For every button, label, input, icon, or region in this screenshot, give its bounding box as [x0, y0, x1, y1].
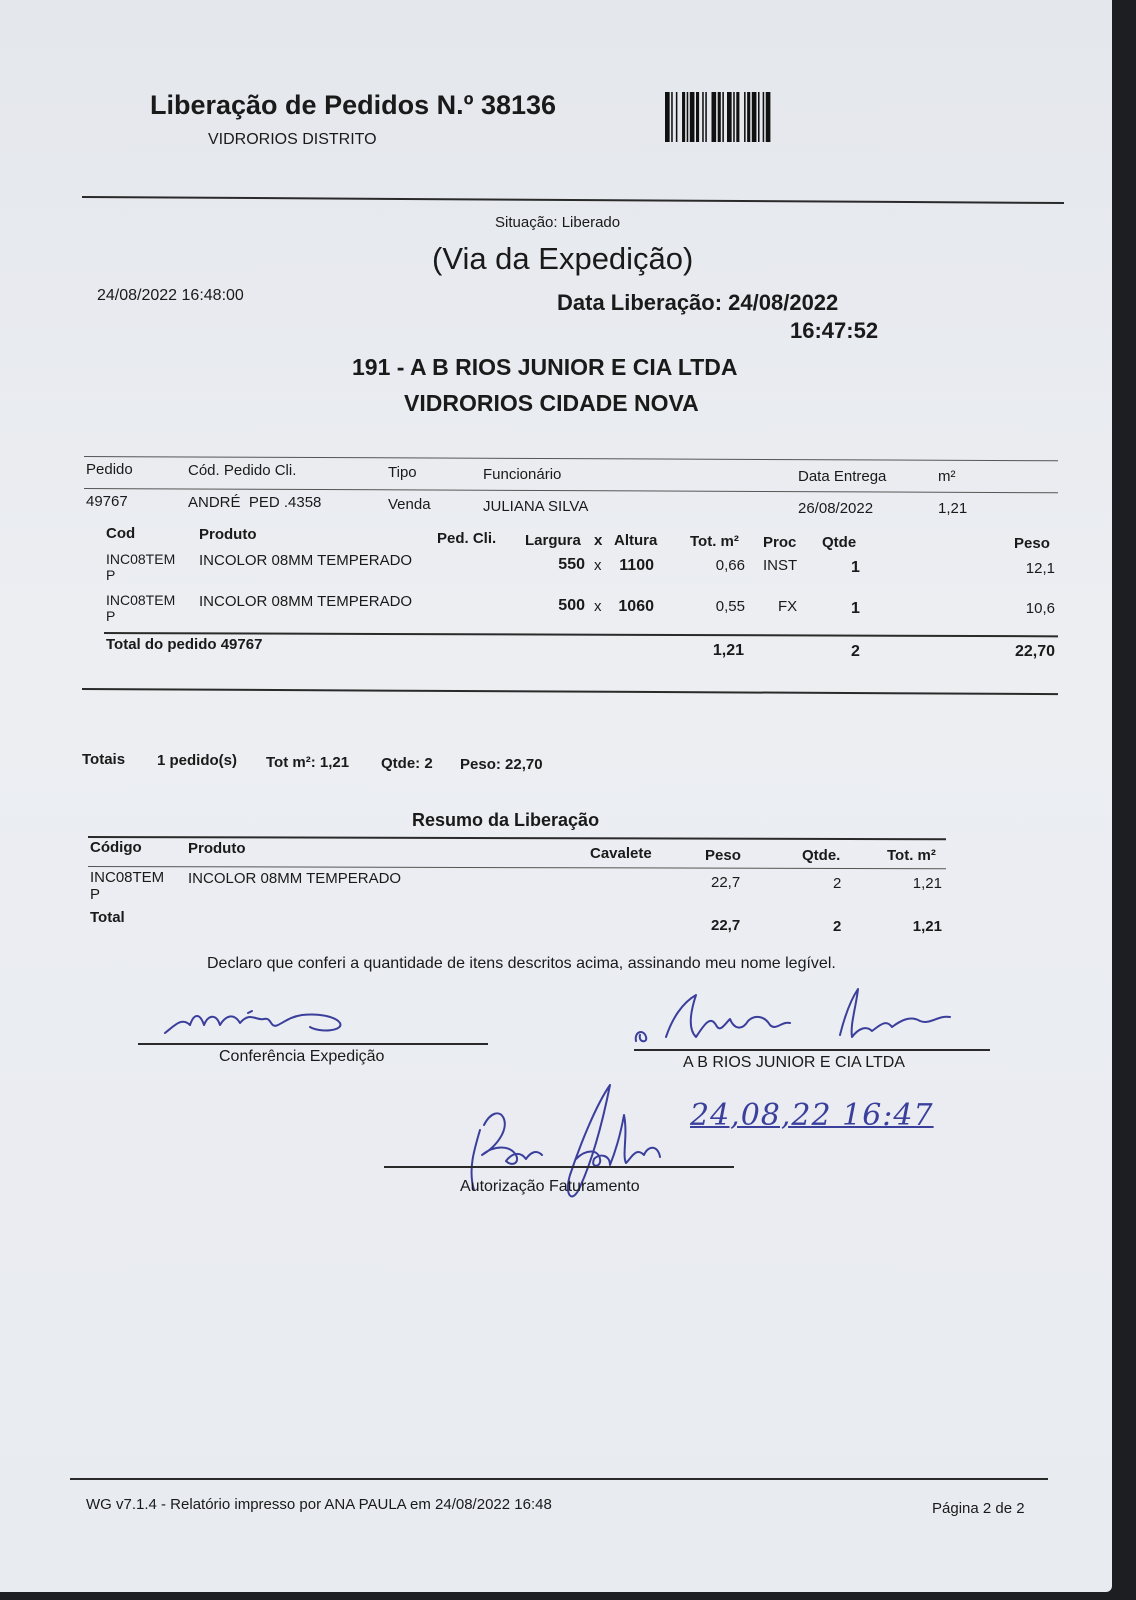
summary-header-qtde: Qtde.: [802, 847, 841, 864]
item-qtde: 1: [851, 600, 860, 617]
order-tipo-value: Venda: [388, 496, 431, 513]
item-altura: 1100: [619, 557, 654, 574]
status-text: Situação: Liberado: [495, 214, 621, 231]
item-header-qtde: Qtde: [822, 534, 857, 551]
summary-row-tot-m2: 1,21: [912, 875, 942, 892]
col-header-data-entrega: Data Entrega: [798, 468, 887, 485]
signature-client: [630, 985, 970, 1055]
item-peso: 12,1: [1025, 560, 1055, 577]
totals-label: Totais: [82, 751, 126, 768]
header-divider: [82, 196, 1064, 203]
summary-row-peso: 22,7: [711, 874, 741, 891]
order-data-entrega-value: 26/08/2022: [798, 500, 874, 517]
col-header-cod-pedido-cli: Cód. Pedido Cli.: [188, 462, 297, 479]
order-header-rule: [84, 488, 1058, 493]
item-peso: 10,6: [1025, 600, 1055, 617]
item-qtde: 1: [851, 559, 860, 576]
item-header-tot-m2: Tot. m²: [690, 533, 739, 550]
signature-line-client: [634, 1049, 990, 1051]
item-cod: INC08TEM: [106, 592, 176, 608]
order-total-qtde: 2: [851, 643, 860, 660]
signature-line-conferencia: [138, 1043, 488, 1045]
client-store: VIDRORIOS CIDADE NOVA: [404, 390, 699, 416]
item-header-produto: Produto: [199, 526, 257, 543]
handwritten-date: 24,08,22 16:47: [690, 1098, 934, 1133]
signature-line-autorizacao: [384, 1166, 734, 1168]
company-name: VIDRORIOS DISTRITO: [208, 131, 377, 148]
summary-title: Resumo da Liberação: [412, 810, 600, 830]
summary-total-peso: 22,7: [711, 917, 741, 934]
item-produto: INCOLOR 08MM TEMPERADO: [199, 552, 413, 569]
item-cod-cont: P: [106, 567, 116, 583]
document-title: Liberação de Pedidos N.º 38136: [150, 90, 557, 120]
release-date: Data Liberação: 24/08/2022: [557, 290, 839, 315]
conferencia-label: Conferência Expedição: [219, 1048, 385, 1065]
item-x: x: [594, 557, 602, 574]
print-datetime: 24/08/2022 16:48:00: [97, 287, 244, 304]
item-altura: 1060: [618, 598, 654, 615]
item-header-largura: Largura: [525, 532, 581, 549]
barcode: [665, 92, 840, 142]
footer-left-text: WG v7.1.4 - Relatório impresso por ANA PAULA em 24/08/2022 16:48: [86, 1496, 552, 1513]
summary-header-tot-m2: Tot. m²: [887, 847, 936, 864]
col-header-funcionario: Funcionário: [483, 466, 562, 483]
item-cod: INC08TEM: [106, 551, 176, 567]
item-tot-m2: 0,66: [715, 557, 745, 574]
page-number: Página 2 de 2: [932, 1500, 1025, 1517]
order-m2-value: 1,21: [938, 500, 968, 517]
item-header-proc: Proc: [763, 534, 797, 551]
item-header-x: x: [594, 532, 603, 549]
summary-header-rule: [88, 866, 946, 869]
order-total-peso: 22,70: [1014, 643, 1055, 660]
footer-rule: [70, 1478, 1048, 1480]
summary-total-label: Total: [90, 909, 125, 926]
item-cod-cont: P: [106, 608, 116, 624]
client-signature-label: A B RIOS JUNIOR E CIA LTDA: [683, 1054, 905, 1071]
totals-pedidos: 1 pedido(s): [157, 752, 238, 769]
totals-peso: Peso: 22,70: [460, 756, 543, 773]
summary-header-produto: Produto: [188, 840, 246, 857]
item-largura: 550: [558, 556, 585, 573]
summary-row-qtde: 2: [833, 875, 842, 892]
summary-header-cavalete: Cavalete: [590, 845, 652, 862]
summary-total-tot-m2: 1,21: [912, 918, 942, 935]
item-proc: FX: [778, 598, 798, 615]
item-header-altura: Altura: [614, 532, 658, 549]
release-time: 16:47:52: [790, 318, 879, 343]
item-header-ped-cli: Ped. Cli.: [437, 530, 497, 547]
totals-tot-m2: Tot m²: 1,21: [266, 754, 350, 771]
item-tot-m2: 0,55: [715, 598, 745, 615]
signature-conferencia: [160, 1003, 360, 1043]
summary-row-produto: INCOLOR 08MM TEMPERADO: [188, 870, 402, 887]
col-header-tipo: Tipo: [388, 464, 417, 481]
col-header-pedido: Pedido: [86, 461, 133, 478]
col-header-m2: m²: [938, 468, 956, 485]
order-end-rule: [82, 688, 1058, 695]
autorizacao-label: Autorização Faturamento: [460, 1178, 640, 1195]
order-cod-pedido-cli-value: ANDRÉ PED .4358: [188, 494, 322, 511]
via-label: (Via da Expedição): [432, 241, 694, 276]
item-x: x: [594, 598, 602, 615]
declaration-text: Declaro que conferi a quantidade de itens descritos acima, assinando meu nome legível.: [207, 955, 836, 972]
item-header-cod: Cod: [106, 525, 136, 542]
order-funcionario-value: JULIANA SILVA: [483, 498, 589, 515]
item-largura: 500: [558, 597, 585, 614]
client-name: 191 - A B RIOS JUNIOR E CIA LTDA: [352, 354, 738, 380]
item-header-peso: Peso: [1014, 535, 1050, 552]
summary-total-qtde: 2: [833, 918, 842, 935]
order-table-top-rule: [84, 456, 1058, 461]
totals-qtde: Qtde: 2: [381, 755, 433, 772]
summary-row-codigo: INC08TEM: [90, 869, 165, 886]
item-proc: INST: [763, 557, 798, 574]
item-produto: INCOLOR 08MM TEMPERADO: [199, 593, 413, 610]
summary-header-peso: Peso: [705, 847, 741, 864]
order-pedido-value: 49767: [86, 493, 128, 510]
summary-header-codigo: Código: [90, 839, 142, 856]
order-total-label: Total do pedido 49767: [106, 636, 263, 653]
summary-row-codigo-cont: P: [90, 886, 101, 903]
order-total-tot-m2: 1,21: [712, 642, 744, 659]
